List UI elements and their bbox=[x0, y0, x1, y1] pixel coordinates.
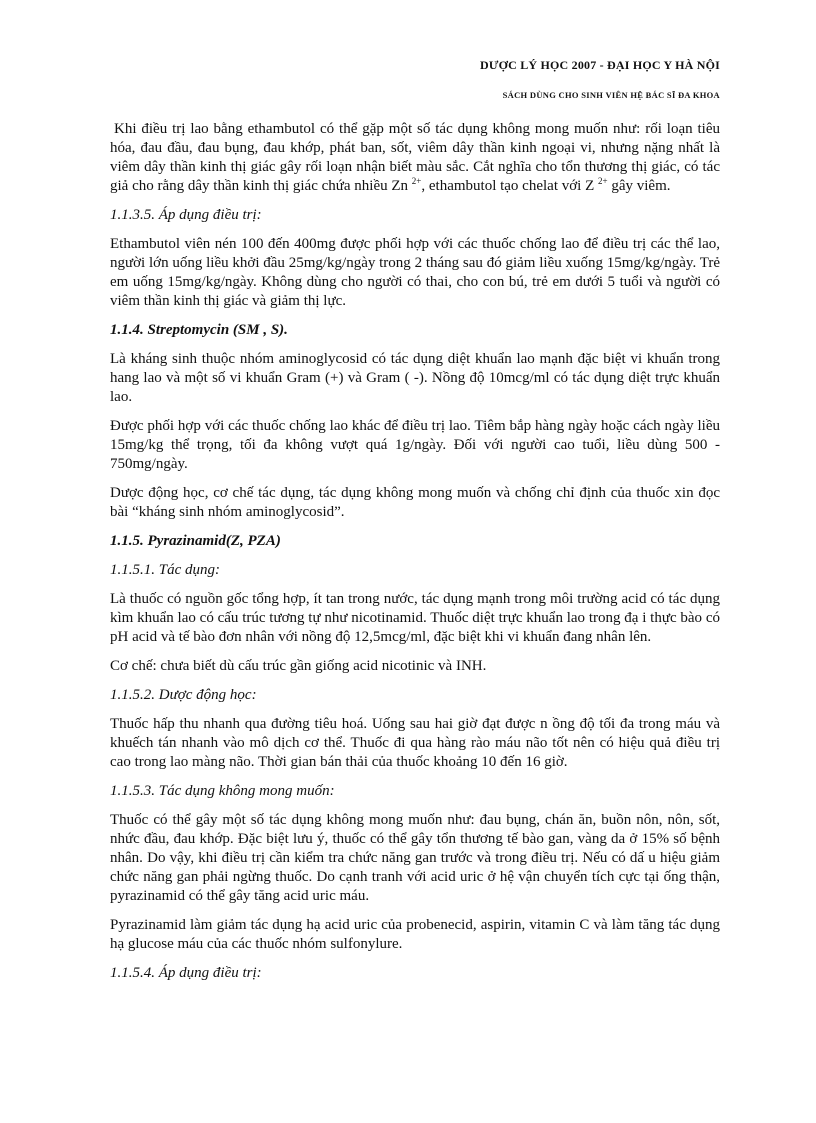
paragraph-streptomycin-desc: Là kháng sinh thuộc nhóm aminoglycosid có tác dụng diệt khuẩn lao mạnh đặc biệt vi khuẩn trong hang lao và một số vi khuẩn Gram (+) và Gram ( -). Nồng độ 10mcg/ml có tác dụng diệt trực khuẩn lao. bbox=[110, 351, 720, 405]
superscript-charge: 2+ bbox=[598, 176, 608, 186]
paragraph-pyrazinamid-side-effects: Thuốc có thể gây một số tác dụng không mong muốn như: đau bụng, chán ăn, buồn nôn, nôn, sốt, nhức đầu, đau khớp. Đặc biệt lưu ý, thuốc có thể gây tổn thương tế bào gan, vàng da ở 15% số bệnh nhân. Do vậy, khi điều trị cần kiểm tra chức năng gan trước và trong điều trị. Nếu có dấ u hiệu giảm chức năng gan phải ngừng thuốc. Do cạnh tranh với acid uric ở hệ vận chuyển tích cực tại ống thận, pyrazinamid có thể gây tăng acid uric máu. bbox=[110, 812, 720, 904]
heading-1-1-5-1: 1.1.5.1. Tác dụng: bbox=[110, 562, 220, 578]
paragraph-ethambutol-side-effects: Khi điều trị lao bằng ethambutol có thể gặp một số tác dụng không mong muốn như: rối loạn tiêu hóa, đau đầu, đau bụng, đau khớp, phát ban, sốt, viêm dây thần kinh ngoại vi, nhưng nặng nhất là viêm dây thần kinh thị giác gây rối loạn nhận biết màu sắc. Cắt nghĩa cho tổn thương thị giác, có tác giả cho rằng dây thần kinh thị giác chứa nhiều Zn $^{2+}$, ethambutol tạo chelat với Z $^{2+}$ gây viêm. bbox=[110, 121, 720, 194]
heading-1-1-5-2: 1.1.5.2. Dược động học: bbox=[110, 687, 257, 703]
header-title: DƯỢC LÝ HỌC 2007 - ĐẠI HỌC Y HÀ NỘI bbox=[480, 58, 720, 72]
document-body bbox=[110, 120, 720, 983]
heading-1-1-3-5: 1.1.3.5. Áp dụng điều trị: bbox=[110, 207, 262, 223]
heading-1-1-4: 1.1.4. Streptomycin (SM , S). bbox=[110, 322, 288, 338]
paragraph-pyrazinamid-action: Là thuốc có nguồn gốc tổng hợp, ít tan trong nước, tác dụng mạnh trong môi trường acid có tác dụng kìm khuẩn lao có cấu trúc tương tự như nicotinamid. Thuốc diệt trực khuẩn lao trong đạ i thực bào có pH acid và tế bào đơn nhân với nồng độ 12,5mcg/ml, đặc biệt khi vi khuẩn đang nhân lên. bbox=[110, 591, 720, 645]
heading-1-1-5-3: 1.1.5.3. Tác dụng không mong muốn: bbox=[110, 783, 335, 799]
paragraph-streptomycin-dosage: Được phối hợp với các thuốc chống lao khác để điều trị lao. Tiêm bắp hàng ngày hoặc cách ngày liều 15mg/kg thể trọng, tối đa không vượt quá 1g/ngày. Đối với người cao tuổi, liều dùng 500 - 750mg/ngày. bbox=[110, 418, 720, 472]
paragraph-streptomycin-ref: Dược động học, cơ chế tác dụng, tác dụng không mong muốn và chống chỉ định của thuốc xin đọc bài “kháng sinh nhóm aminoglycosid”. bbox=[110, 485, 720, 520]
page-header bbox=[110, 58, 720, 100]
paragraph-pyrazinamid-pharmacokinetics: Thuốc hấp thu nhanh qua đường tiêu hoá. Uống sau hai giờ đạt được n ồng độ tối đa trong máu và khuếch tán nhanh vào mô dịch cơ thể. Thuốc đi qua hàng rào máu não tốt nên có hiệu quả điều trị cao trong lao màng não. Thời gian bán thải của thuốc khoảng 10 đến 16 giờ. bbox=[110, 716, 720, 770]
paragraph-ethambutol-dosage: Ethambutol viên nén 100 đến 400mg được phối hợp với các thuốc chống lao để điều trị các thể lao, người lớn uống liều khởi đầu 25mg/kg/ngày trong 2 tháng sau đó giảm liều xuống 15mg/kg/ngày. Trẻ em uống 15mg/kg/ngày. Không dùng cho người có thai, cho con bú, trẻ em dưới 5 tuổi và người có viêm thần kinh thị giác và giảm thị lực. bbox=[110, 236, 720, 309]
paragraph-pyrazinamid-mechanism: Cơ chế: chưa biết dù cấu trúc gần giống acid nicotinic và INH. bbox=[110, 658, 487, 674]
heading-1-1-5-4: 1.1.5.4. Áp dụng điều trị: bbox=[110, 965, 262, 981]
header-subtitle: SÁCH DÙNG CHO SINH VIÊN HỆ BÁC SĨ ĐA KHOA bbox=[502, 90, 720, 100]
heading-1-1-5: 1.1.5. Pyrazinamid(Z, PZA) bbox=[110, 533, 281, 549]
superscript-charge: 2+ bbox=[411, 176, 422, 186]
paragraph-pyrazinamid-interactions: Pyrazinamid làm giảm tác dụng hạ acid uric của probenecid, aspirin, vitamin C và làm tăng tác dụng hạ glucose máu của các thuốc nhóm sulfonylure. bbox=[110, 917, 720, 952]
